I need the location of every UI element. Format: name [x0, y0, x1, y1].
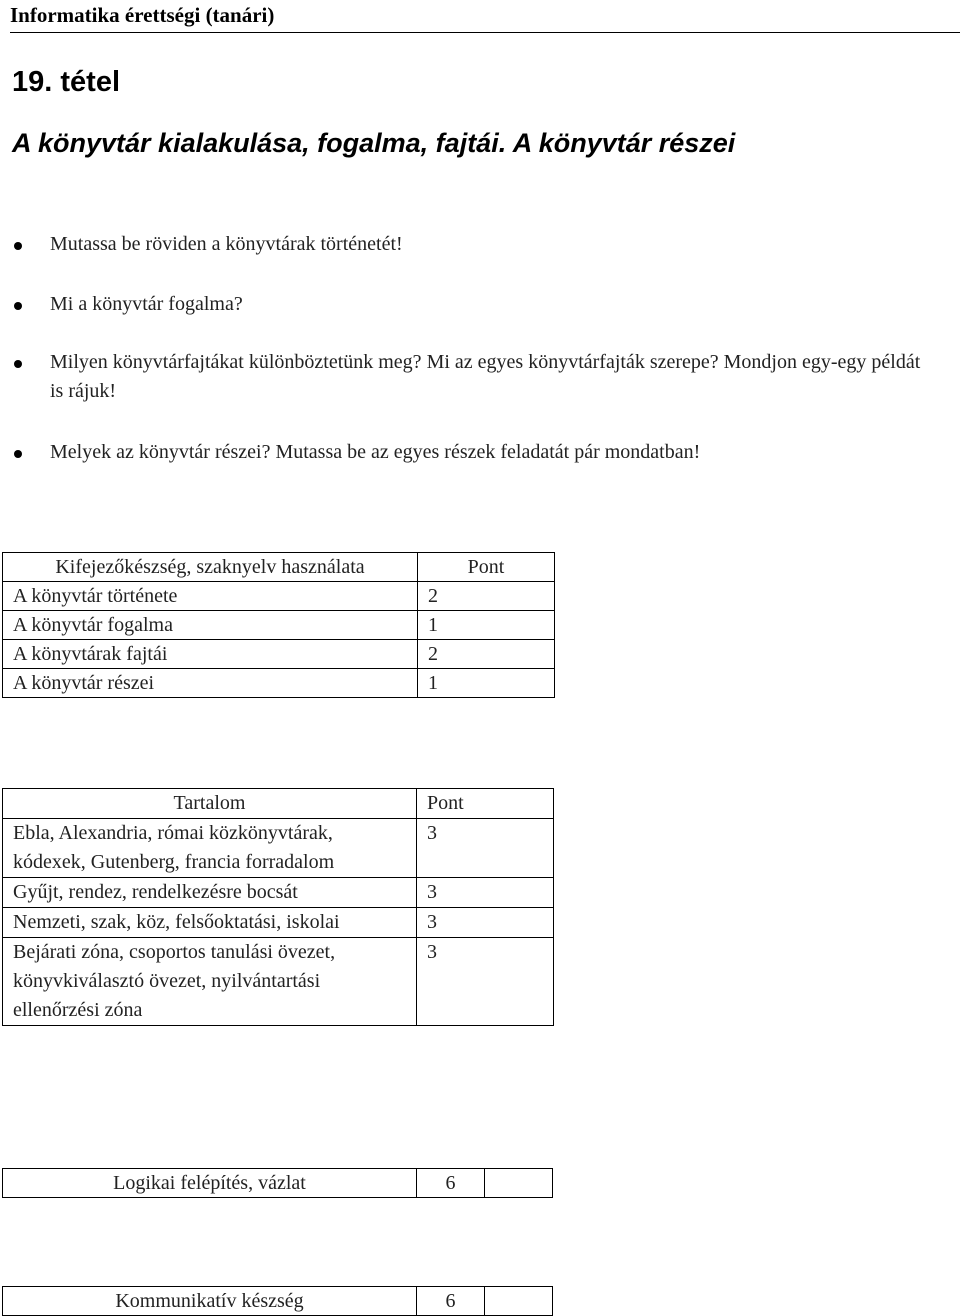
points-cell: 2 [418, 582, 555, 611]
communication-score-table [2, 1286, 553, 1316]
criterion-cell: Bejárati zóna, csoportos tanulási övezet, könyvkiválasztó övezet, nyilvántartási ellenőrzési zóna [3, 938, 417, 1026]
criterion-header: Kifejezőkészség, szaknyelv használata [3, 553, 418, 582]
bullet-icon [14, 450, 22, 458]
points-cell: 3 [417, 819, 554, 878]
table-row [3, 908, 554, 938]
table-row [3, 582, 555, 611]
bullet-icon [14, 302, 22, 310]
table-row [3, 611, 555, 640]
task-text: Milyen könyvtárfajtákat különböztetünk meg? Mi az egyes könyvtárfajták szerepe? Mondjon egy-egy példát is rájuk! [50, 351, 921, 402]
bullet-icon [14, 242, 22, 250]
criterion-cell: A könyvtárak fajtái [3, 640, 418, 669]
table-row [3, 640, 555, 669]
empty-cell [485, 1287, 553, 1316]
points-cell: 3 [417, 878, 554, 908]
criterion-cell: Logikai felépítés, vázlat [3, 1169, 417, 1198]
table-row [3, 1169, 553, 1198]
criterion-cell: Nemzeti, szak, köz, felsőoktatási, iskolai [3, 908, 417, 938]
points-cell: 3 [417, 908, 554, 938]
exam-topic-title: A könyvtár kialakulása, fogalma, fajtái. A könyvtár részei [12, 128, 736, 158]
points-cell: 1 [418, 669, 555, 698]
points-header: Pont [417, 789, 554, 819]
header-title: Informatika érettségi (tanári) [10, 3, 275, 27]
content-score-table [2, 788, 554, 1026]
criterion-cell: A könyvtár fogalma [3, 611, 418, 640]
criterion-cell: A könyvtár részei [3, 669, 418, 698]
task-text: Mutassa be röviden a könyvtárak történetét! [50, 233, 403, 255]
table-header-row [3, 789, 554, 819]
table-row [3, 878, 554, 908]
points-cell: 3 [417, 938, 554, 1026]
table-header-row [3, 553, 555, 582]
criterion-cell: A könyvtár története [3, 582, 418, 611]
points-cell: 6 [417, 1169, 485, 1198]
logic-score-table [2, 1168, 553, 1198]
task-text: Melyek az könyvtár részei? Mutassa be az egyes részek feladatát pár mondatban! [50, 441, 701, 463]
points-cell: 6 [417, 1287, 485, 1316]
expression-score-table [2, 552, 555, 698]
table-row [3, 669, 555, 698]
points-cell: 2 [418, 640, 555, 669]
empty-cell [485, 1169, 553, 1198]
table-row [3, 1287, 553, 1316]
criterion-cell: Ebla, Alexandria, római közkönyvtárak, kódexek, Gutenberg, francia forradalom [3, 819, 417, 878]
table-row [3, 819, 554, 878]
criterion-header: Tartalom [3, 789, 417, 819]
points-header: Pont [418, 553, 555, 582]
criterion-cell: Gyűjt, rendez, rendelkezésre bocsát [3, 878, 417, 908]
criterion-cell: Kommunikatív készség [3, 1287, 417, 1316]
bullet-icon [14, 360, 22, 368]
points-cell: 1 [418, 611, 555, 640]
page-header [10, 2, 960, 33]
task-text: Mi a könyvtár fogalma? [50, 293, 243, 315]
exam-topic-number: 19. tétel [12, 66, 120, 98]
table-row [3, 938, 554, 1026]
